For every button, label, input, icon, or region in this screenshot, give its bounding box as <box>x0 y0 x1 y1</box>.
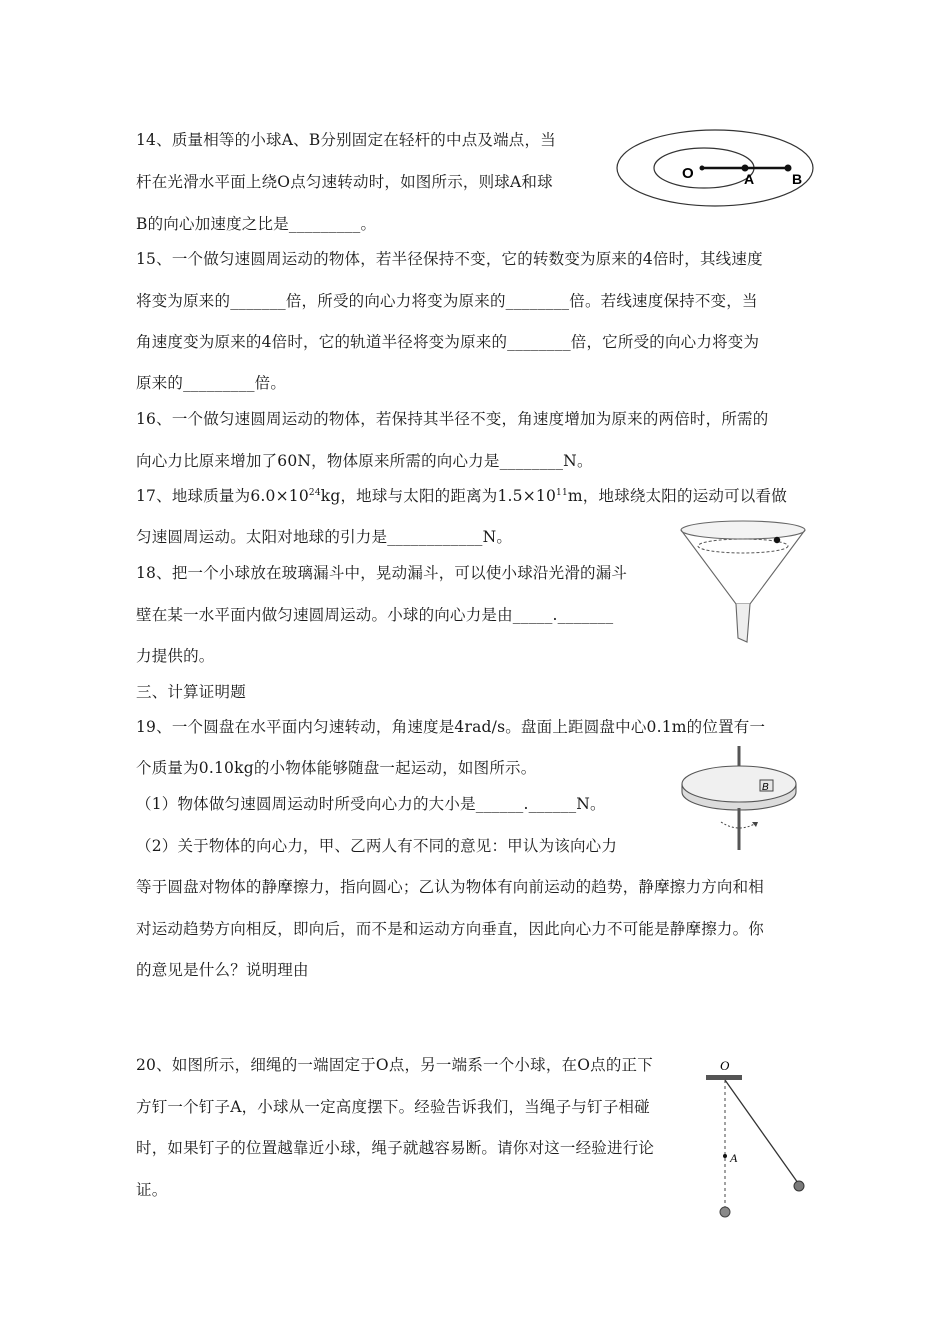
label-o: O <box>720 1058 730 1073</box>
q18-line3: 力提供的。 <box>136 647 215 665</box>
label-b: B <box>792 171 803 187</box>
q17-text-a: 17、地球质量为6.0×10 <box>136 487 309 505</box>
q15-line3: 角速度变为原来的4倍时，它的轨道半径将变为原来的________倍，它所受的向心力将变为 <box>136 333 760 351</box>
q19-line6: 对运动趋势方向相反，即向后，而不是和运动方向垂直，因此向心力不可能是静摩擦力。你 <box>136 920 765 938</box>
q17-text-c: m，地球绕太阳的运动可以看做 <box>567 487 787 505</box>
q16-line2: 向心力比原来增加了60N，物体原来所需的向心力是________N。 <box>136 452 593 470</box>
funnel-stem <box>736 604 750 642</box>
section-3-heading: 三、计算证明题 <box>136 683 246 701</box>
q15-line1: 15、一个做匀速圆周运动的物体，若半径保持不变，它的转数变为原来的4倍时，其线速度 <box>136 250 763 268</box>
disc-top <box>682 766 796 802</box>
q19-line5: 等于圆盘对物体的静摩擦力，指向圆心；乙认为物体有向前运动的趋势，静摩擦力方向和相 <box>136 878 765 896</box>
object-label: B <box>762 782 769 793</box>
q20-line1: 20、如图所示，细绳的一端固定于O点，另一端系一个小球，在O点的正下 <box>136 1056 653 1074</box>
funnel-rim <box>681 521 805 539</box>
label-o: O <box>682 165 694 182</box>
label-a: A <box>730 1151 738 1165</box>
nail-a <box>723 1154 727 1158</box>
q16-line1: 16、一个做匀速圆周运动的物体，若保持其半径不变，角速度增加为原来的两倍时，所需的 <box>136 410 769 428</box>
pendulum-figure <box>698 1058 818 1220</box>
q17-line1 <box>136 484 787 506</box>
q20-line2: 方钉一个钉子A，小球从一定高度摆下。经验告诉我们，当绳子与钉子相碰 <box>136 1098 650 1116</box>
q17-text-b: kg，地球与太阳的距离为1.5×10 <box>320 487 557 505</box>
q17-line2: 匀速圆周运动。太阳对地球的引力是____________N。 <box>136 528 513 546</box>
rest-ball <box>720 1207 730 1217</box>
q14-line3: B的向心加速度之比是_________。 <box>136 215 377 233</box>
q20-line4: 证。 <box>136 1181 168 1199</box>
rotating-rod-figure <box>612 126 822 212</box>
support-bar <box>706 1075 742 1080</box>
q14-line1: 14、质量相等的小球A、B分别固定在轻杆的中点及端点，当 <box>136 131 556 149</box>
taut-string <box>725 1080 798 1183</box>
q19-line4: （2）关于物体的向心力，甲、乙两人有不同的意见：甲认为该向心力 <box>136 837 618 855</box>
turntable-figure <box>674 742 814 854</box>
q20-line3: 时，如果钉子的位置越靠近小球，绳子就越容易断。请你对这一经验进行论 <box>136 1139 655 1157</box>
swinging-ball <box>794 1181 804 1191</box>
funnel-body <box>681 530 805 604</box>
pivot-o <box>700 166 705 171</box>
q17-exp-2: 11 <box>556 487 568 498</box>
q19-line3: （1）物体做匀速圆周运动时所受向心力的大小是______.______N。 <box>136 795 606 813</box>
label-a: A <box>744 171 755 187</box>
q18-line1: 18、把一个小球放在玻璃漏斗中，晃动漏斗，可以使小球沿光滑的漏斗 <box>136 564 628 582</box>
q18-line2: 壁在某一水平面内做匀速圆周运动。小球的向心力是由_____._______ <box>136 606 614 624</box>
q15-line2: 将变为原来的_______倍，所受的向心力将变为原来的________倍。若线速度保持不变，当 <box>136 292 758 310</box>
q14-line2: 杆在光滑水平面上绕O点匀速转动时，如图所示，则球A和球 <box>136 173 553 191</box>
q19-line1: 19、一个圆盘在水平面内匀速转动，角速度是4rad/s。盘面上距圆盘中心0.1m的位置有一 <box>136 718 766 736</box>
funnel-ball <box>774 537 780 543</box>
ball-b <box>785 165 792 172</box>
q17-exp-1: 24 <box>308 487 321 498</box>
funnel-figure <box>676 518 811 648</box>
q19-line2: 个质量为0.10kg的小物体能够随盘一起运动，如图所示。 <box>136 759 537 777</box>
q15-line4: 原来的_________倍。 <box>136 374 287 392</box>
q19-line7: 的意见是什么？说明理由 <box>136 961 309 979</box>
